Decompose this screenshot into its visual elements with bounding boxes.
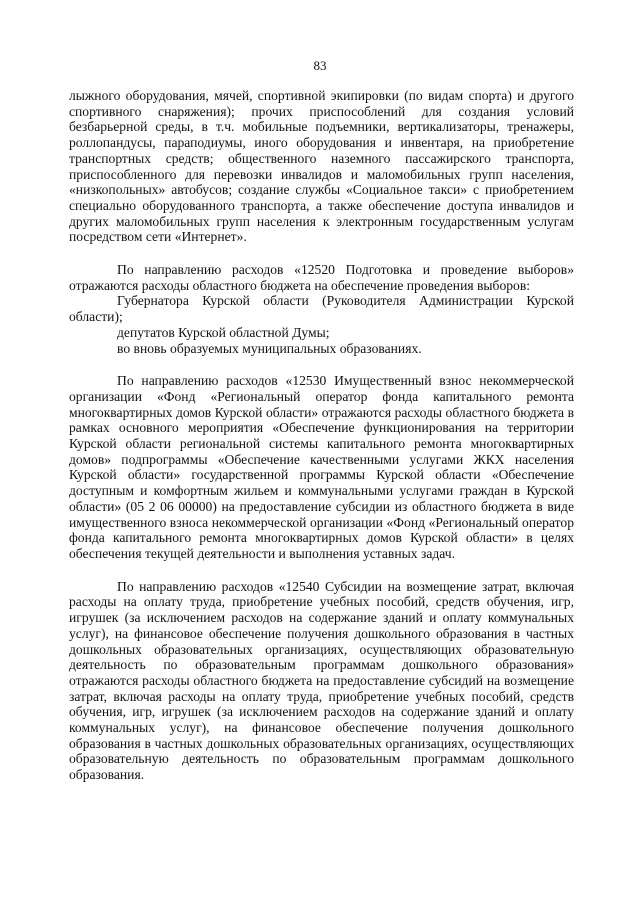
paragraph-gap bbox=[69, 562, 574, 579]
paragraph-gap bbox=[69, 356, 574, 373]
document-body bbox=[69, 88, 574, 783]
page-number: 83 bbox=[313, 58, 327, 73]
list-item-duma: депутатов Курской областной Думы; bbox=[117, 324, 330, 340]
paragraph-gap bbox=[69, 245, 574, 262]
list-item-municipal: во вновь образуемых муниципальных образованиях. bbox=[117, 340, 422, 356]
paragraph-property-contribution: По направлению расходов «12530 Имущественный взнос некоммерческой организации «Фонд «Региональный оператор фонда капитального ремонта многоквартирных домов Курской области» отражаются расходы областного бюджета в рамках основного мероприятия «Обеспечение функционирования на территории Курской области региональной системы капитального ремонта многоквартирных домов» подпрограммы «Обеспечение качественными услугами ЖКХ населения Курской области» государственной программы Курской области «Обеспечение доступным и комфортным жильем и коммунальными услугами граждан в Курской области» (05 2 06 00000) на предоставление субсидии из областного бюджета в виде имущественного взноса некоммерческой организации «Фонд «Региональный оператор фонда капитального ремонта многоквартирных домов Курской области» в целях обеспечения текущей деятельности и выполнения уставных задач. bbox=[69, 373, 574, 561]
list-item-governor: Губернатора Курской области (Руководителя Администрации Курской области); bbox=[69, 293, 574, 325]
paragraph-subsidies: По направлению расходов «12540 Субсидии на возмещение затрат, включая расходы на оплату труда, приобретение учебных пособий, средств обучения, игр, игрушек (за исключением расходов на содержание зданий и оплату коммунальных услуг), на финансовое обеспечение получения дошкольного образования в частных дошкольных образовательных организациях, осуществляющих образовательную деятельность по образовательным программам дошкольного образования» отражаются расходы областного бюджета на предоставление субсидий на возмещение затрат, включая расходы на оплату труда, приобретение учебных пособий, средств обучения, игр, игрушек (за исключением расходов на содержание зданий и оплату коммунальных услуг), на финансовое обеспечение получения дошкольного образования в частных дошкольных образовательных организациях, осуществляющих образовательную деятельность по образовательным программам дошкольного образования. bbox=[69, 578, 574, 783]
paragraph-elections: По направлению расходов «12520 Подготовка и проведение выборов» отражаются расходы областного бюджета на обеспечение проведения выборов: bbox=[69, 262, 574, 293]
paragraph-continuation: лыжного оборудования, мячей, спортивной экипировки (по видам спорта) и другого спортивного снаряжения); прочих приспособлений для создания условий безбарьерной среды, в т.ч. мобильные подъемники, вертикализаторы, тренажеры, роллопандусы, параподиумы, иного оборудования и инвентаря, на приобретение транспортных средств; общественного наземного пассажирского транспорта, приспособленного для перевозки инвалидов и маломобильных групп населения, «низкопольных» автобусов; создание службы «Социальное такси» с приобретением специально оборудованного транспорта, а также обеспечение доступа инвалидов и других маломобильных групп населения к электронным государственным услугам посредством сети «Интернет». bbox=[69, 88, 574, 245]
